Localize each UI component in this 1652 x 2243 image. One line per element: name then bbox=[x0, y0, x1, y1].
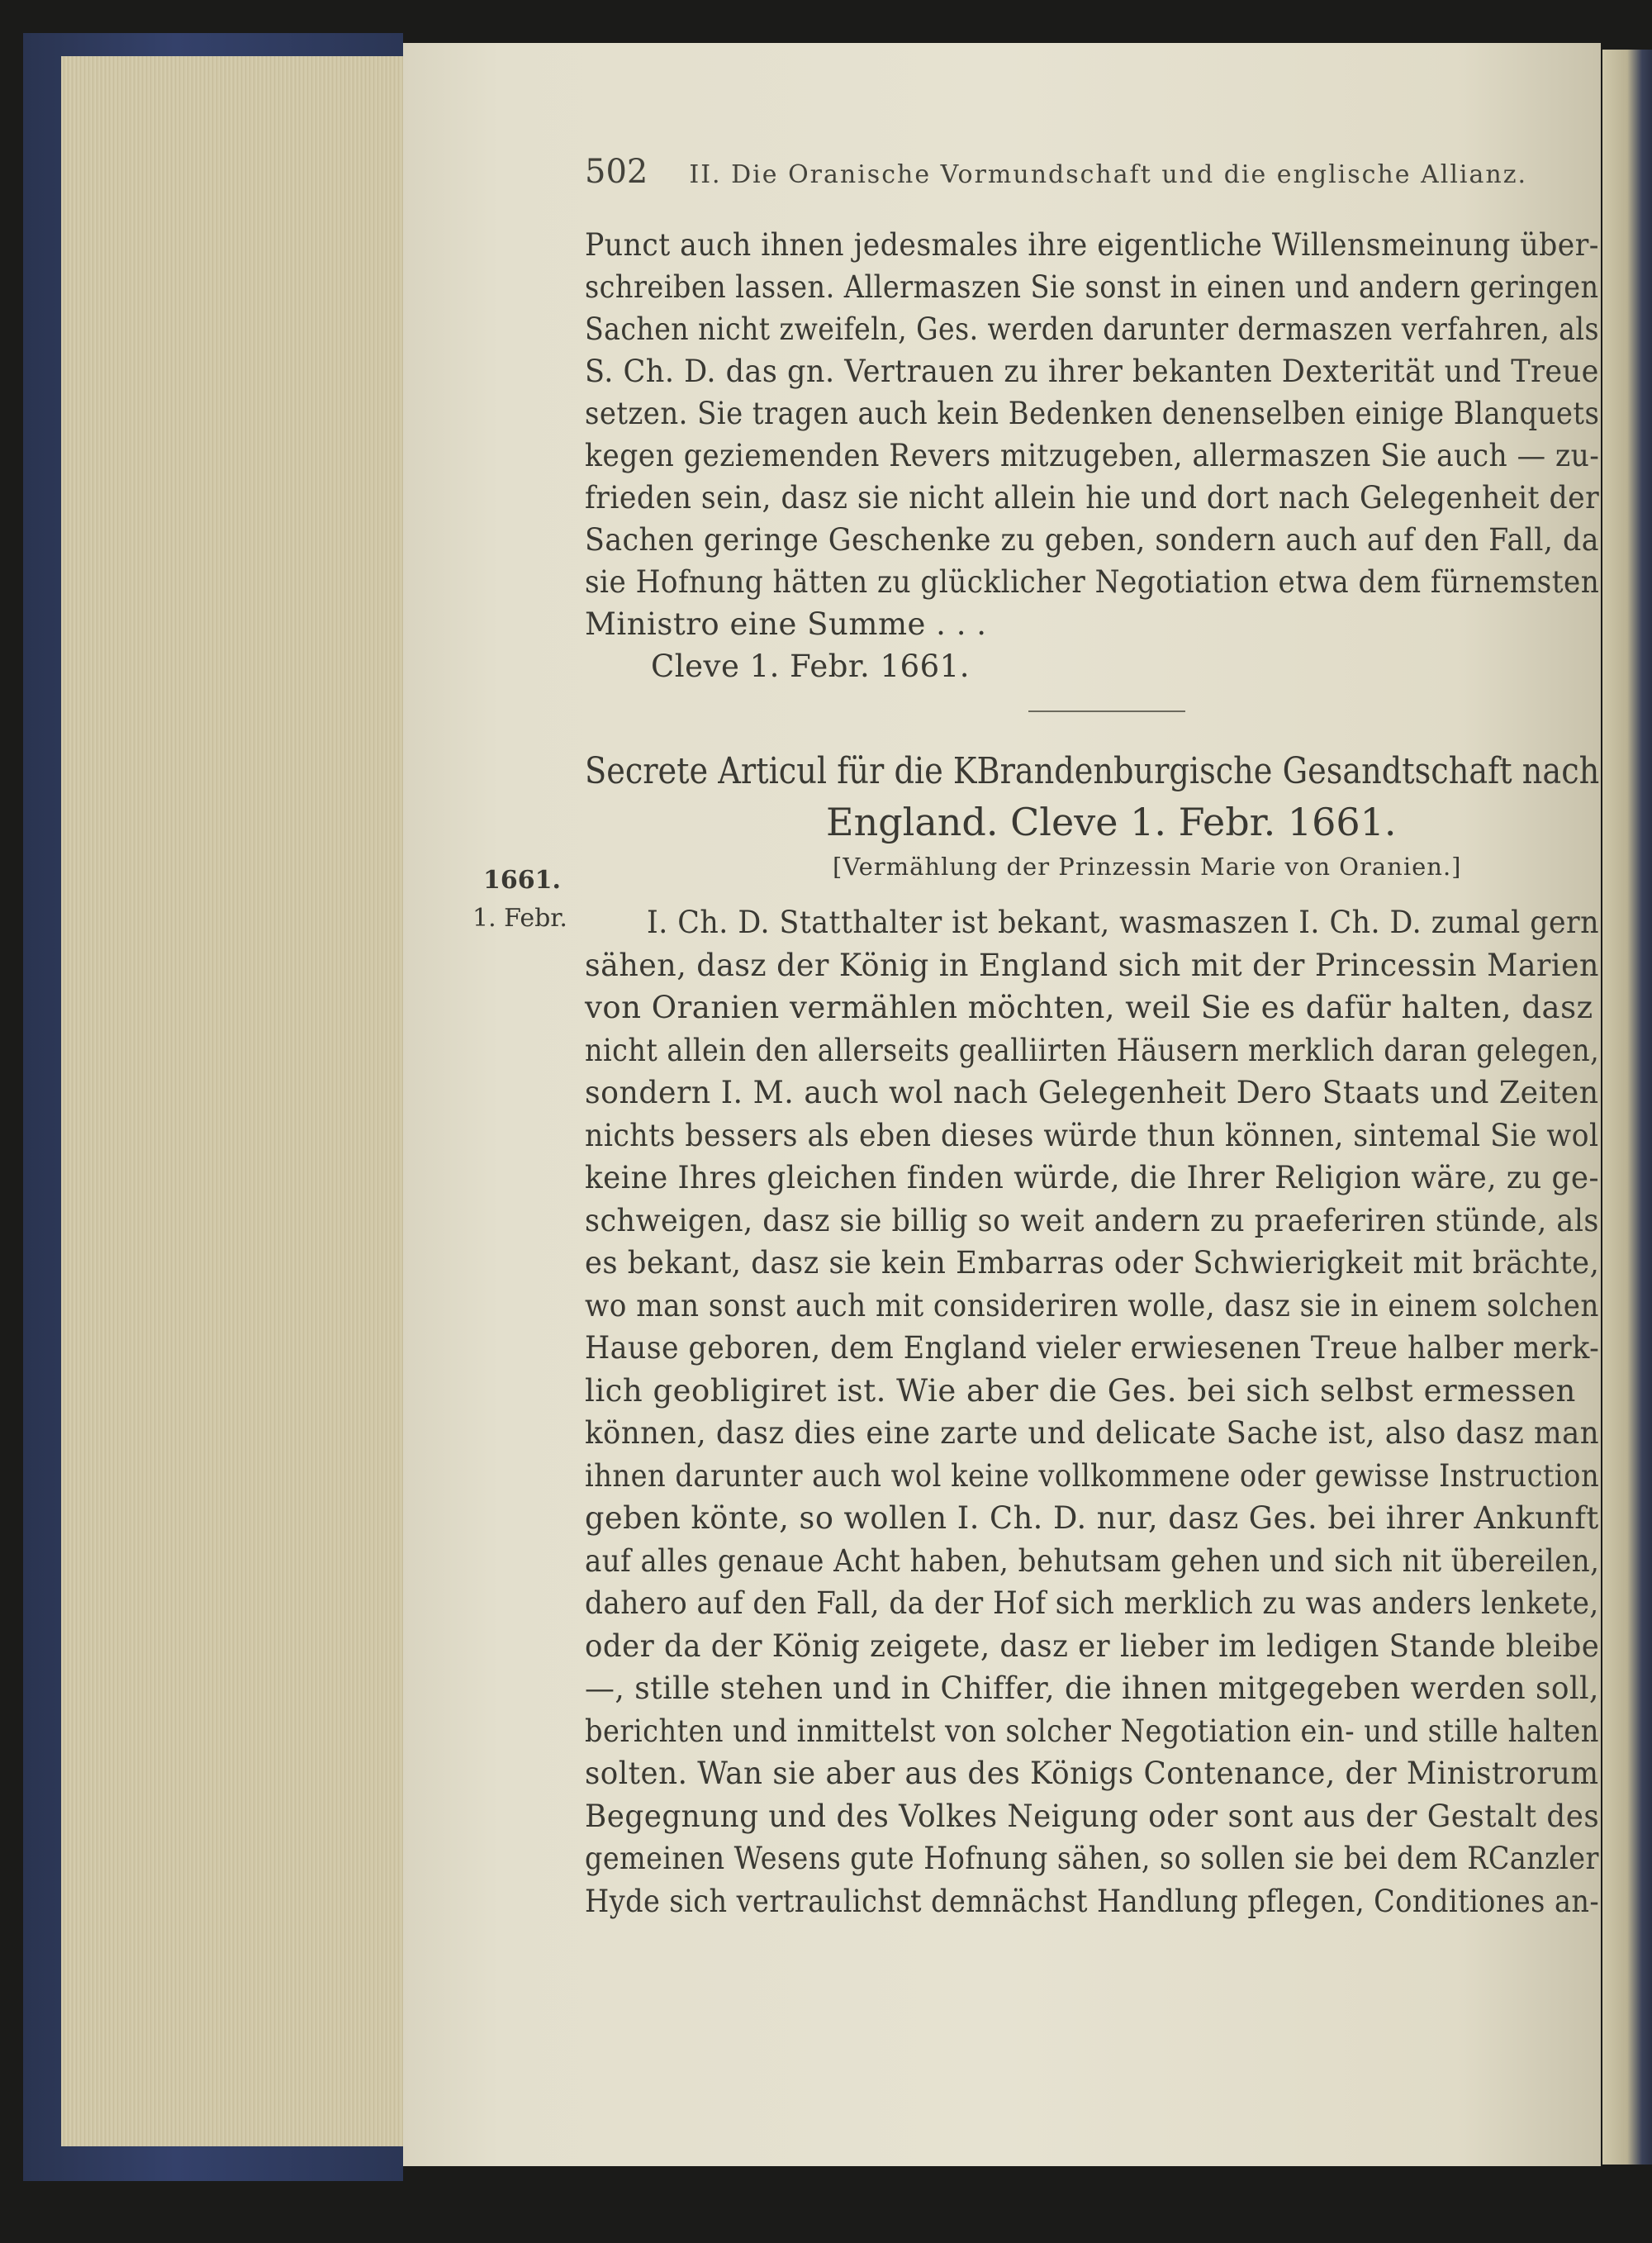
running-header bbox=[585, 153, 1601, 191]
text-line: dahero auf den Fall, da der Hof sich merklich zu was anders lenkete, bbox=[585, 1585, 1599, 1621]
text-line: oder da der König zeigete, dasz er lieber im ledigen Stande bleibe bbox=[585, 1628, 1600, 1664]
text-line: sähen, dasz der König in England sich mit der Princessin Marien bbox=[585, 947, 1599, 983]
text-line: Ministro eine Summe . . . bbox=[585, 606, 987, 642]
text-line: es bekant, dasz sie kein Embarras oder Schwierigkeit mit brächte, bbox=[585, 1245, 1600, 1281]
text-line: auf alles genaue Acht haben, behutsam gehen und sich nit übereilen, bbox=[585, 1542, 1600, 1579]
text-line: lich geobligiret ist. Wie aber die Ges. bei sich selbst ermessen bbox=[585, 1372, 1576, 1409]
page-number: 502 bbox=[585, 153, 648, 191]
text-line: schreiben lassen. Allermaszen Sie sonst in einen und andern geringen bbox=[585, 269, 1599, 305]
text-line: —, stille stehen und in Chiffer, die ihnen mitgegeben werden soll, bbox=[585, 1670, 1599, 1706]
section-title-line-1: Secrete Articul für die KBrandenburgische Gesandtschaft nach bbox=[585, 750, 1600, 792]
text-line: können, dasz dies eine zarte und delicate Sache ist, also dasz man bbox=[585, 1415, 1600, 1451]
text-line: wo man sonst auch mit consideriren wolle, dasz sie in einem solchen bbox=[585, 1287, 1599, 1323]
text-line: S. Ch. D. das gn. Vertrauen zu ihrer bekanten Dexterität und Treue bbox=[585, 354, 1599, 389]
section-divider bbox=[1028, 710, 1185, 712]
text-line: Sachen geringe Geschenke zu geben, sondern auch auf den Fall, da bbox=[585, 522, 1599, 558]
text-line: sondern I. M. auch wol nach Gelegenheit Dero Staats und Zeiten bbox=[585, 1075, 1599, 1110]
text-line: kegen geziemenden Revers mitzugeben, allermaszen Sie auch — zu- bbox=[585, 438, 1600, 473]
section-subtitle: [Vermählung der Prinzessin Marie von Oranien.] bbox=[833, 853, 1462, 881]
page-edges bbox=[61, 56, 408, 2146]
text-line: gemeinen Wesens gute Hofnung sähen, so sollen sie bei dem RCanzler bbox=[585, 1841, 1599, 1876]
text-line: Hyde sich vertraulichst demnächst Handlung pflegen, Conditiones an- bbox=[585, 1883, 1600, 1919]
text-line: Cleve 1. Febr. 1661. bbox=[651, 649, 970, 684]
text-line: ihnen darunter auch wol keine vollkommene oder gewisse Instruction bbox=[585, 1457, 1600, 1494]
section-title-line-2: England. Cleve 1. Febr. 1661. bbox=[826, 800, 1397, 844]
text-line: schweigen, dasz sie billig so weit andern zu praeferiren stünde, als bbox=[585, 1202, 1599, 1238]
margin-date: 1. Febr. bbox=[472, 904, 567, 933]
margin-year: 1661. bbox=[483, 866, 561, 895]
text-line: Begegnung und des Volkes Neigung oder sont aus der Gestalt des bbox=[585, 1798, 1600, 1834]
text-line: solten. Wan sie aber aus des Königs Contenance, der Ministrorum bbox=[585, 1756, 1599, 1791]
text-line: nicht allein den allerseits gealliirten Häusern merklich daran gelegen, bbox=[585, 1032, 1600, 1068]
text-line: keine Ihres gleichen finden würde, die Ihrer Religion wäre, zu ge- bbox=[585, 1160, 1599, 1195]
text-line: von Oranien vermählen möchten, weil Sie es dafür halten, dasz bbox=[585, 990, 1593, 1025]
text-line: berichten und inmittelst von solcher Negotiation ein- und stille halten bbox=[585, 1713, 1599, 1749]
text-line: geben könte, so wollen I. Ch. D. nur, dasz Ges. bei ihrer Ankunft bbox=[585, 1500, 1599, 1536]
text-line: Hause geboren, dem England vieler erwiesenen Treue halber merk- bbox=[585, 1330, 1600, 1366]
text-line: setzen. Sie tragen auch kein Bedenken denenselben einige Blanquets bbox=[585, 396, 1600, 431]
text-line: frieden sein, dasz sie nicht allein hie und dort nach Gelegenheit der bbox=[585, 480, 1600, 516]
text-line: nichts bessers als eben dieses würde thun können, sintemal Sie wol bbox=[585, 1117, 1599, 1153]
text-line: I. Ch. D. Statthalter ist bekant, wasmaszen I. Ch. D. zumal gern bbox=[647, 905, 1600, 940]
running-title: II. Die Oranische Vormundschaft und die englische Allianz. bbox=[689, 160, 1528, 189]
text-line: Punct auch ihnen jedesmales ihre eigentliche Willensmeinung über- bbox=[585, 227, 1599, 263]
text-line: Sachen nicht zweifeln, Ges. werden darunter dermaszen verfahren, als bbox=[585, 311, 1599, 347]
adjacent-volume-edge bbox=[1602, 50, 1652, 2165]
text-line: sie Hofnung hätten zu glücklicher Negotiation etwa dem fürnemsten bbox=[585, 564, 1600, 600]
